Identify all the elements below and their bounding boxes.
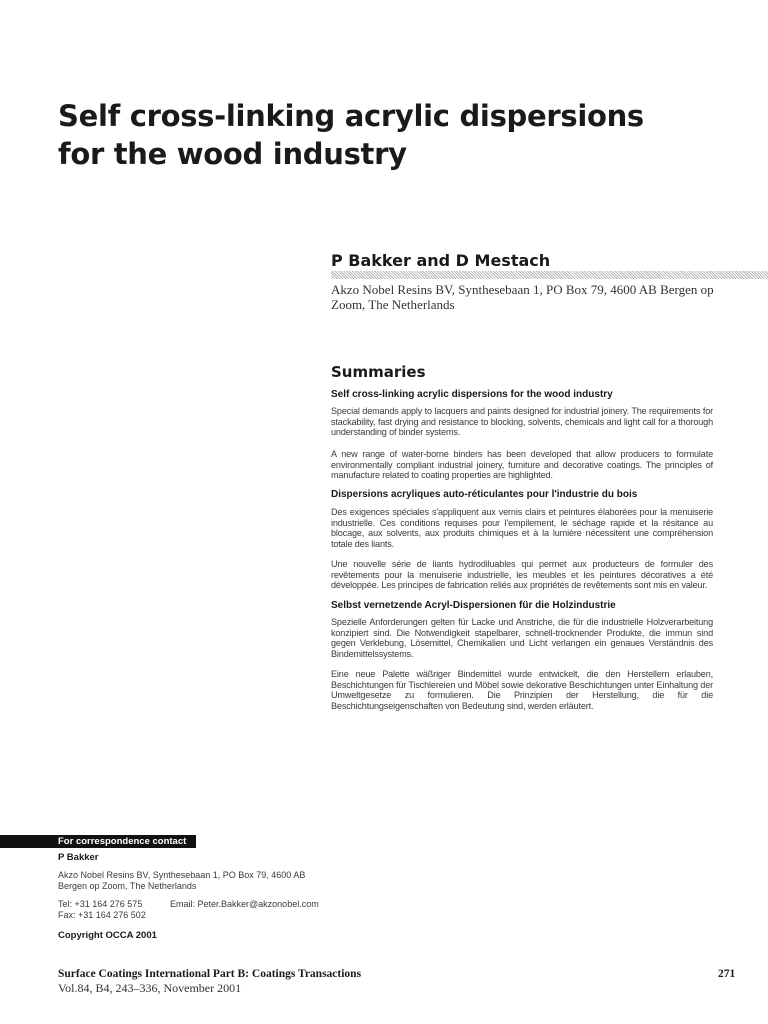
correspondence-email: Email: Peter.Bakker@akzonobel.com — [170, 899, 319, 909]
correspondence-label: For correspondence contact — [58, 836, 187, 847]
journal-name: Surface Coatings International Part B: Coatings Transactions — [58, 968, 362, 980]
summary-en-title: Self cross-linking acrylic dispersions for the wood industry — [331, 389, 613, 400]
correspondence-fax: Fax: +31 164 276 502 — [58, 910, 146, 920]
summary-en-paragraph-1: Special demands apply to lacquers and paints designed for industrial joinery. The requirements for stackability, fast drying and resistance to blocking, solvents, chemicals and light call for a thorough understanding of binder systems. — [331, 406, 713, 438]
page-number: 271 — [718, 968, 736, 980]
correspondence-address-line-2: Bergen op Zoom, The Netherlands — [58, 881, 197, 891]
article-title: Self cross-linking acrylic dispersions for the wood industry — [58, 99, 644, 172]
correspondence-address-line-1: Akzo Nobel Resins BV, Synthesebaan 1, PO Box 79, 4600 AB — [58, 870, 306, 880]
summary-en-paragraph-2: A new range of water-borne binders has been developed that allow producers to formulate environmentally compliant industrial joinery, furniture and decorative coatings. The principles of manufacture related to coating properties are highlighted. — [331, 449, 713, 481]
summaries-heading: Summaries — [331, 363, 426, 381]
summary-fr-paragraph-2: Une nouvelle série de liants hydrodiluables qui permet aux producteurs de formuler des revêtements pour la menuiserie industrielle, les meubles et les peintures décoratives a été développée. Les principes de fabrication reliés aux propriétés de revêtements sont mis en valeur. — [331, 559, 713, 591]
summary-de-title: Selbst vernetzende Acryl-Dispersionen für die Holzindustrie — [331, 600, 616, 611]
author-divider-rule — [331, 271, 768, 279]
correspondence-name: P Bakker — [58, 852, 99, 863]
summary-fr-paragraph-1: Des exigences spéciales s'appliquent aux vernis clairs et peintures élaborées pour la menuiserie industrielle. Ces conditions requises pour l'empilement, le séchage rapide et la résitance au blocage, aux solvents, aux produits chimiques et à la lumière nécessitent une compréhension totale des liants. — [331, 507, 713, 549]
correspondence-tel: Tel: +31 164 276 575 — [58, 899, 143, 909]
authors: P Bakker and D Mestach — [331, 251, 551, 270]
copyright: Copyright OCCA 2001 — [58, 930, 157, 941]
summary-fr-title: Dispersions acryliques auto-réticulantes pour l'industrie du bois — [331, 489, 638, 500]
summary-de-paragraph-1: Spezielle Anforderungen gelten für Lacke und Anstriche, die für die industrielle Holzverarbeitung konzipiert sind. Die Notwendigkeit stapelbarer, schnell-trocknender Produkte, die immun sind gegen Verklebung, Lösemittel, Chemikalien und Licht verlangen ein genaues Verständnis des Bindemittelssystems. — [331, 617, 713, 659]
journal-volume: Vol.84, B4, 243–336, November 2001 — [58, 981, 242, 995]
summary-de-paragraph-2: Eine neue Palette wäßriger Bindemittel wurde entwickelt, die den Herstellern erlauben, Beschichtungen für Tischlereien und Möbel sowie dekorative Beschichtungen unter Einhaltung der Umweltgesetze zu formulieren. Die Prinzipien der Herstellung, die für die Beschichtungseigenschaften von Bedeutung sind, werden erläutert. — [331, 669, 713, 711]
affiliation: Akzo Nobel Resins BV, Synthesebaan 1, PO Box 79, 4600 AB Bergen op Zoom, The Netherlands — [331, 282, 714, 312]
